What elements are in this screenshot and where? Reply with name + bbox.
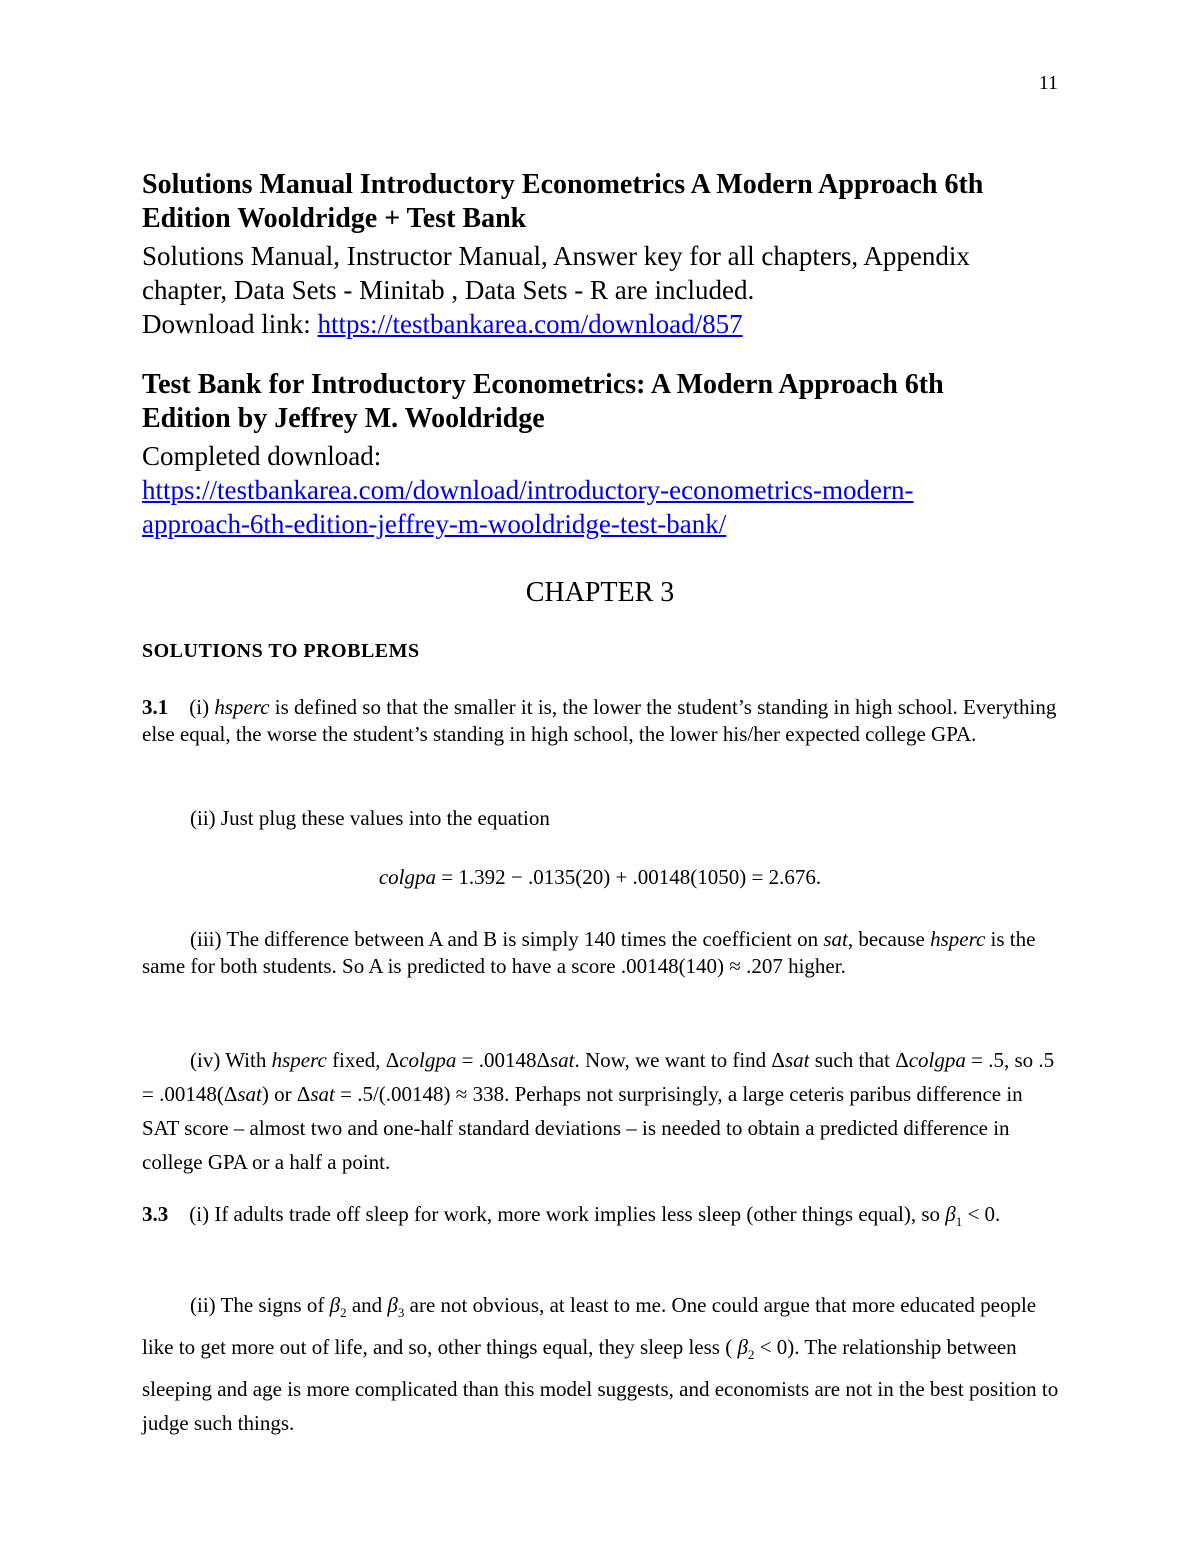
promo1-download-link[interactable]: https://testbankarea.com/download/857 bbox=[317, 309, 743, 339]
subscript: 2 bbox=[747, 1347, 755, 1363]
var-sat: sat bbox=[310, 1082, 335, 1106]
problem-3-1-part-i bbox=[142, 694, 1062, 748]
text: ) or Δ bbox=[261, 1082, 311, 1106]
promo1-title bbox=[142, 168, 1062, 236]
promo1-title-line2: Edition Wooldridge + Test Bank bbox=[142, 203, 527, 234]
text: and bbox=[346, 1293, 388, 1317]
promo1-desc-line1: Solutions Manual, Instructor Manual, Answer key for all chapters, Appendix bbox=[142, 241, 970, 271]
text: = .5, so .5 = .00148(Δ bbox=[142, 1048, 1055, 1106]
promo2-download bbox=[142, 439, 1062, 541]
problem-number-3-1: 3.1 bbox=[142, 695, 169, 719]
text: is the same for both students. So A is predicted to have a score .00148(140) ≈ .207 higher. bbox=[142, 927, 1036, 978]
text: (iv) With bbox=[190, 1048, 272, 1072]
promo-test-bank bbox=[142, 368, 1062, 541]
promo-solutions-manual bbox=[142, 168, 1062, 341]
text: . Now, we want to find Δ bbox=[574, 1048, 785, 1072]
equation-lhs: colgpa bbox=[378, 865, 437, 889]
var-hsperc: hsperc bbox=[271, 1048, 327, 1072]
part-label: (i) bbox=[189, 695, 215, 719]
equation-colgpa bbox=[0, 865, 1200, 890]
var-sat: sat bbox=[784, 1048, 810, 1072]
text: (ii) The signs of bbox=[190, 1293, 330, 1317]
promo2-url-line1: https://testbankarea.com/download/introductory-econometrics-modern- bbox=[142, 475, 914, 505]
problem-3-1-part-ii: (ii) Just plug these values into the equation bbox=[190, 806, 550, 830]
equation-rhs: = 1.392 − .0135(20) + .00148(1050) = 2.676. bbox=[436, 865, 822, 889]
promo1-desc-line2: chapter, Data Sets - Minitab , Data Sets - R are included. bbox=[142, 275, 755, 305]
promo2-title-line2: Edition by Jeffrey M. Wooldridge bbox=[142, 403, 545, 434]
promo2-title bbox=[142, 368, 1062, 436]
promo2-download-label: Completed download: bbox=[142, 441, 382, 471]
text: = .5/(.00148) ≈ 338. Perhaps not surprisingly, a large ceteris paribus difference in SAT score – almost two and one-half standard deviations – is needed to obtain a predicted difference in college GPA or a half a point. bbox=[142, 1082, 1023, 1174]
page-number: 11 bbox=[1038, 72, 1058, 94]
symbol-beta: β bbox=[945, 1202, 956, 1226]
promo2-download-link[interactable] bbox=[142, 475, 914, 539]
symbol-beta: β bbox=[737, 1335, 748, 1360]
var-sat: sat bbox=[549, 1048, 575, 1072]
problem-3-3-part-ii bbox=[142, 1288, 1062, 1440]
text: < 0). The relationship between sleeping and age is more complicated than this model suggests, and economists are not in the best position to judge such things. bbox=[142, 1335, 1059, 1436]
promo2-title-line1: Test Bank for Introductory Econometrics: A Modern Approach 6th bbox=[142, 369, 944, 400]
subscript: 2 bbox=[340, 1305, 347, 1321]
subscript: 3 bbox=[397, 1305, 405, 1321]
problem-3-1-part-iii bbox=[142, 926, 1062, 980]
var-hsperc: hsperc bbox=[930, 927, 986, 951]
problem-number-3-3: 3.3 bbox=[142, 1202, 169, 1226]
part-text: is defined so that the smaller it is, the lower the student’s standing in high school. Everything else equal, the worse the student’s standing in high school, the lower his/her expected college GPA. bbox=[142, 695, 1057, 746]
text: fixed, Δ bbox=[326, 1048, 400, 1072]
chapter-title: CHAPTER 3 bbox=[525, 577, 675, 608]
promo2-url-line2: approach-6th-edition-jeffrey-m-wooldridge-test-bank/ bbox=[142, 509, 727, 539]
subscript: 1 bbox=[955, 1214, 963, 1230]
text: are not obvious, at least to me. One could argue that more educated people like to get more out of life, and so, other things equal, they sleep less ( bbox=[142, 1293, 1037, 1360]
promo1-title-line1: Solutions Manual Introductory Econometrics A Modern Approach 6th bbox=[142, 169, 984, 200]
promo1-download-label: Download link: bbox=[142, 309, 318, 339]
text: (iii) The difference between A and B is simply 140 times the coefficient on bbox=[190, 927, 824, 951]
var-hsperc: hsperc bbox=[214, 695, 270, 719]
symbol-beta: β bbox=[387, 1293, 398, 1317]
text: < 0. bbox=[962, 1202, 1001, 1226]
text: = .00148Δ bbox=[456, 1048, 550, 1072]
var-sat: sat bbox=[237, 1082, 262, 1106]
problem-3-3-part-i bbox=[142, 1198, 1062, 1238]
symbol-beta: β bbox=[329, 1293, 341, 1317]
section-heading: SOLUTIONS TO PROBLEMS bbox=[142, 640, 420, 662]
var-colgpa: colgpa bbox=[908, 1048, 966, 1072]
var-colgpa: colgpa bbox=[399, 1048, 457, 1072]
var-sat: sat bbox=[823, 927, 848, 951]
promo1-description bbox=[142, 239, 1062, 341]
text: (i) If adults trade off sleep for work, more work implies less sleep (other things equal), so bbox=[189, 1202, 946, 1226]
text: , because bbox=[847, 927, 931, 951]
problem-3-1-part-iv bbox=[142, 1043, 1062, 1179]
text: such that Δ bbox=[809, 1048, 909, 1072]
